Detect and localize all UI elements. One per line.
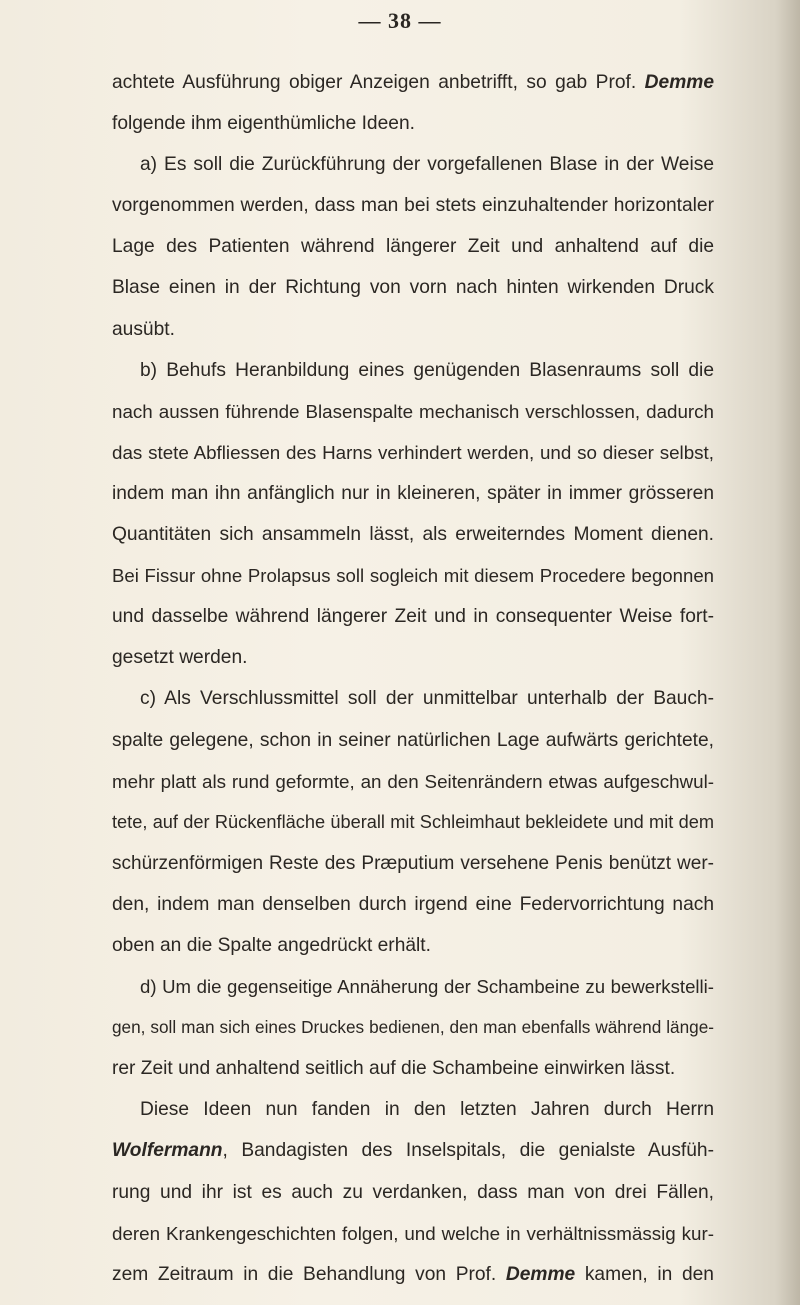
text-line (112, 802, 714, 843)
line-text: deren Krankengeschichten folgen, und welche in verhältnissmässig kur- (112, 1222, 714, 1244)
text-line (112, 350, 714, 391)
line-text: Lage des Patienten während längerer Zeit und anhaltend auf die (112, 236, 714, 258)
text-line (112, 720, 714, 761)
text-line (112, 1213, 714, 1254)
text-line (112, 103, 714, 144)
line-text: a) Es soll die Zurückführung der vorgefallenen Blase in der Weise (140, 154, 714, 176)
text-line (112, 1007, 714, 1048)
text-line (112, 555, 714, 596)
text-line (112, 761, 714, 802)
text-line (112, 843, 714, 884)
text-line (112, 432, 714, 473)
text-line (112, 514, 714, 555)
line-text: Bei Fissur ohne Prolapsus soll sogleich mit diesem Procedere begonnen (112, 565, 714, 587)
text-line (112, 391, 714, 432)
line-text: nach aussen führende Blasenspalte mechanisch verschlossen, dadurch (112, 400, 714, 422)
emphasized-name: Demme (644, 72, 714, 93)
text-line (112, 1172, 714, 1213)
line-text: tete, auf der Rückenfläche überall mit Schleimhaut bekleidete und mit dem (112, 811, 714, 832)
text-line (112, 62, 714, 103)
line-text: Quantitäten sich ansammeln lässt, als erweiterndes Moment dienen. (112, 524, 714, 546)
text-line (112, 1048, 714, 1089)
text-line (112, 144, 714, 185)
body-text (112, 62, 714, 1295)
line-text: rer Zeit und anhaltend seitlich auf die Schambeine einwirken lässt. (112, 1058, 676, 1080)
line-text-continued: kamen, in den (575, 1263, 714, 1285)
line-text: schürzenförmigen Reste des Præputium versehene Penis benützt wer- (112, 852, 714, 874)
page-number: — 38 — (358, 8, 442, 33)
line-text: zem Zeitraum in die Behandlung von Prof. (112, 1263, 506, 1285)
line-text: spalte gelegene, schon in seiner natürlichen Lage aufwärts gerichtete, (112, 729, 714, 751)
text-line (112, 267, 714, 308)
text-line (112, 1254, 714, 1295)
line-text: den, indem man denselben durch irgend eine Federvorrichtung nach (112, 893, 714, 915)
line-text: ausübt. (112, 318, 175, 340)
text-line (112, 596, 714, 637)
line-text: oben an die Spalte angedrückt erhält. (112, 934, 431, 956)
text-line (112, 473, 714, 514)
line-text: das stete Abfliessen des Harns verhindert werden, und so dieser selbst, (112, 441, 714, 463)
text-line (112, 1130, 714, 1171)
line-text: Blase einen in der Richtung von vorn nach hinten wirkenden Druck (112, 277, 714, 299)
line-text: gesetzt werden. (112, 647, 248, 669)
text-line (112, 1089, 714, 1130)
text-line (112, 884, 714, 925)
line-text: Diese Ideen nun fanden in den letzten Jahren durch Herrn (140, 1099, 714, 1121)
text-line (112, 637, 714, 678)
line-text: gen, soll man sich eines Druckes bedienen, den man ebenfalls während länge- (112, 1017, 714, 1038)
line-text-continued: , Bandagisten des Inselspitals, die genialste Ausfüh- (222, 1140, 714, 1162)
line-text: folgende ihm eigenthümliche Ideen. (112, 113, 415, 135)
line-text: vorgenommen werden, dass man bei stets einzuhaltender horizontaler (112, 195, 714, 217)
text-line (112, 925, 714, 966)
emphasized-name: Wolfermann (112, 1140, 223, 1162)
text-line (112, 226, 714, 267)
line-text: und dasselbe während längerer Zeit und in consequenter Weise fort- (112, 606, 714, 628)
line-text: achtete Ausführung obiger Anzeigen anbetrifft, so gab Prof. (112, 72, 645, 93)
text-line (112, 966, 714, 1007)
line-text: indem man ihn anfänglich nur in kleineren, später in immer grösseren (112, 482, 714, 504)
text-line (112, 678, 714, 719)
line-text: b) Behufs Heranbildung eines genügenden Blasenraums soll die (140, 359, 714, 381)
line-text: mehr platt als rund geformte, an den Seitenrändern etwas aufgeschwul- (112, 770, 714, 792)
line-text: c) Als Verschlussmittel soll der unmittelbar unterhalb der Bauch- (140, 688, 714, 710)
emphasized-name: Demme (505, 1263, 576, 1285)
line-text: d) Um die gegenseitige Annäherung der Schambeine zu bewerkstelli- (140, 976, 714, 998)
line-text: rung und ihr ist es auch zu verdanken, dass man von drei Fällen, (112, 1181, 714, 1203)
text-line (112, 185, 714, 226)
text-line (112, 309, 714, 350)
